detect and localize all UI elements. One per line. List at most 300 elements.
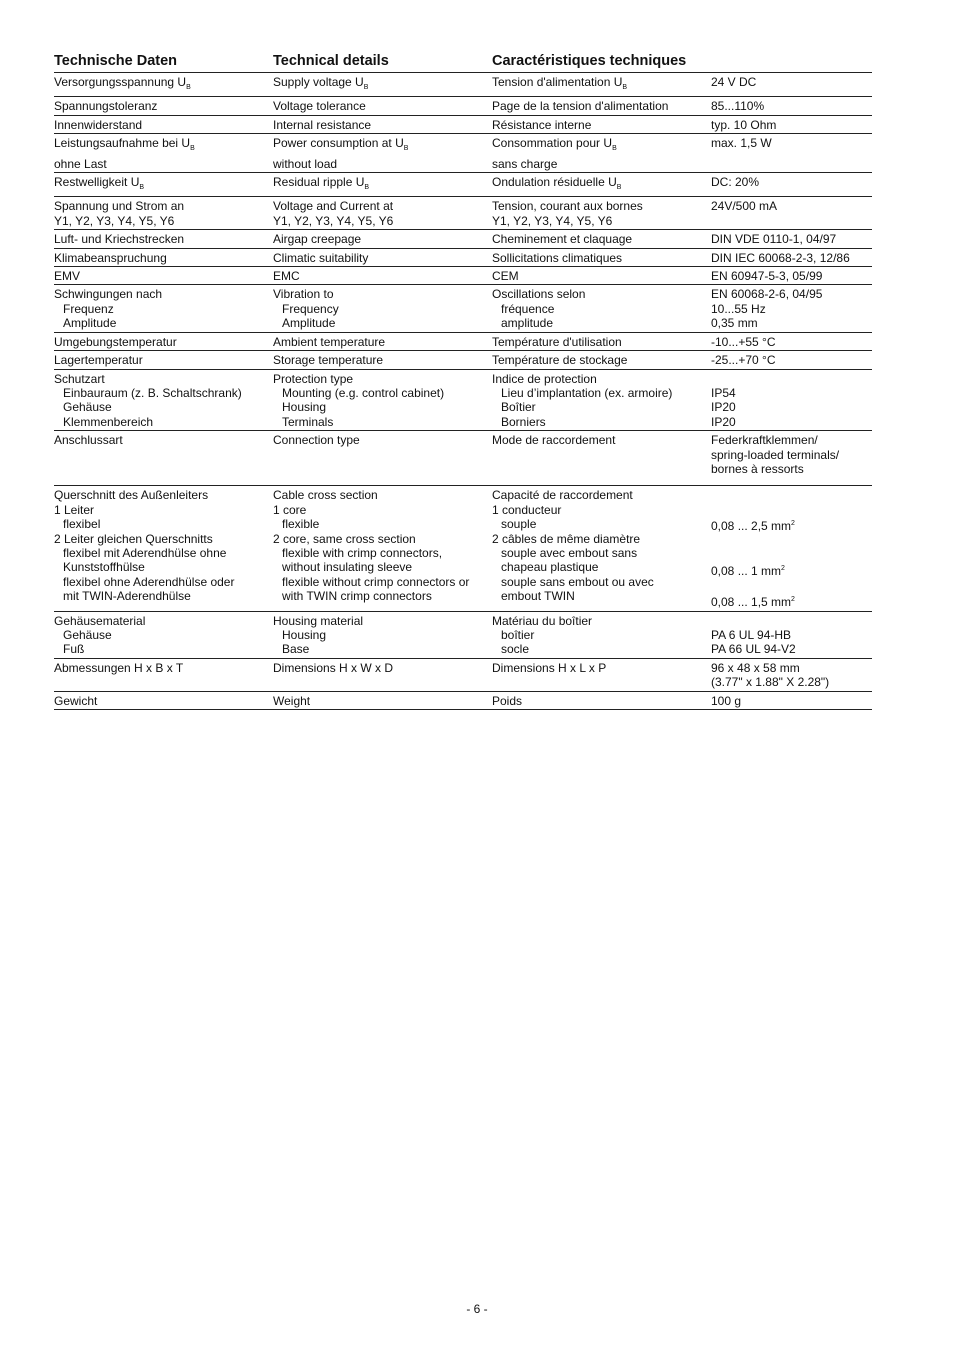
cell-text: Dimensions H x L x P <box>492 660 607 675</box>
english-cell <box>273 136 492 171</box>
cell-text: 10...55 Hz <box>711 301 766 316</box>
cell-line <box>492 316 711 330</box>
cell-line <box>492 560 711 574</box>
cell-text: CEM <box>492 269 519 284</box>
english-cell <box>273 118 492 132</box>
superscript: 2 <box>781 565 785 573</box>
cell-text: Spannungstoleranz <box>54 99 158 114</box>
cell-line <box>492 118 711 132</box>
cell-text: 0,08 ... 1 mm <box>711 564 782 579</box>
cell-text: 24V/500 mA <box>711 199 778 214</box>
cell-text: Weight <box>273 693 311 708</box>
cell-line <box>54 517 273 531</box>
cell-line <box>711 548 872 562</box>
english-cell <box>273 175 492 195</box>
cell-line <box>492 287 711 301</box>
cell-text: Page de la tension d'alimentation <box>492 99 669 114</box>
cell-text: bornes à ressorts <box>711 461 804 476</box>
cell-line <box>54 269 273 283</box>
cell-text: EMV <box>54 269 81 284</box>
cell-text: Anschlussart <box>54 433 123 448</box>
cell-text: Matériau du boîtier <box>492 613 593 628</box>
cell-text: spring-loaded terminals/ <box>711 447 840 462</box>
subscript: B <box>190 145 195 153</box>
cell-line <box>492 400 711 414</box>
cell-text: 24 V DC <box>711 75 757 89</box>
cell-text: EN 60068-2-6, 04/95 <box>711 287 823 302</box>
cell-text: flexibel ohne Aderendhülse oder <box>63 574 235 589</box>
english-cell <box>273 99 492 113</box>
cell-text: Schutzart <box>54 371 105 386</box>
cell-text: Y1, Y2, Y3, Y4, Y5, Y6 <box>273 213 394 228</box>
cell-line <box>54 99 273 113</box>
cell-text: 0,35 mm <box>711 316 758 331</box>
cell-line <box>711 488 872 502</box>
english-cell <box>273 232 492 246</box>
cell-text: souple sans embout ou avec <box>501 574 654 589</box>
cell-text: Abmessungen H x B x T <box>54 660 184 675</box>
cell-line <box>492 546 711 560</box>
value-cell <box>711 694 872 708</box>
cell-line <box>492 175 711 195</box>
cell-line <box>273 269 492 283</box>
cell-text: Gehäuse <box>63 400 112 415</box>
cell-text: 2 core, same cross section <box>273 531 416 546</box>
cell-text: DIN IEC 60068-2-3, 12/86 <box>711 250 850 265</box>
cell-line <box>54 157 273 171</box>
german-cell <box>54 118 273 132</box>
cell-text: Température d'utilisation <box>492 334 622 349</box>
cell-line <box>273 415 492 429</box>
cell-text: Luft- und Kriechstrecken <box>54 232 185 247</box>
cell-line <box>273 199 492 213</box>
cell-line <box>273 157 492 171</box>
cell-text: Federkraftklemmen/ <box>711 433 818 448</box>
cell-line <box>492 353 711 367</box>
page-number: - 6 - <box>466 1302 488 1316</box>
cell-text: Housing material <box>273 613 364 628</box>
cell-text: 1 Leiter <box>54 502 95 517</box>
cell-line <box>711 628 872 642</box>
cell-line <box>54 353 273 367</box>
cell-text: socle <box>501 642 530 657</box>
cell-text: typ. 10 Ohm <box>711 117 777 132</box>
cell-text: Housing <box>282 627 327 642</box>
cell-line <box>273 353 492 367</box>
cell-text: IP20 <box>711 400 736 415</box>
cell-line <box>492 503 711 517</box>
cell-line <box>273 400 492 414</box>
german-cell <box>54 232 273 246</box>
cell-text: boîtier <box>501 627 535 642</box>
table-row <box>54 73 872 97</box>
cell-text: Lagertemperatur <box>54 353 143 368</box>
table-row <box>54 173 872 197</box>
cell-text: souple avec embout sans <box>501 545 638 560</box>
cell-text: Einbauraum (z. B. Schaltschrank) <box>63 385 242 400</box>
cell-line <box>54 118 273 132</box>
value-cell <box>711 75 872 95</box>
cell-line <box>54 386 273 400</box>
cell-line <box>273 575 492 589</box>
german-cell <box>54 661 273 690</box>
cell-text: PA 66 UL 94-V2 <box>711 642 796 657</box>
cell-text: Lieu d’implantation (ex. armoire) <box>501 385 673 400</box>
cell-text: flexibel <box>63 517 101 532</box>
cell-text: fréquence <box>501 301 555 316</box>
cell-text: Querschnitt des Außenleiters <box>54 488 209 503</box>
table-row <box>54 431 872 486</box>
english-cell <box>273 251 492 265</box>
cell-line <box>492 614 711 628</box>
english-cell <box>273 269 492 283</box>
german-cell <box>54 335 273 349</box>
cell-line <box>711 75 872 89</box>
cell-text: Poids <box>492 693 523 708</box>
cell-text: Dimensions H x W x D <box>273 660 394 675</box>
french-cell <box>492 199 711 228</box>
cell-text: Boîtier <box>501 400 536 415</box>
french-cell <box>492 488 711 609</box>
value-cell <box>711 175 872 195</box>
table-row <box>54 692 872 710</box>
cell-line <box>54 316 273 330</box>
cell-text: with TWIN crimp connectors <box>282 589 432 604</box>
cell-text: 1 conducteur <box>492 502 562 517</box>
cell-text: max. 1,5 W <box>711 136 772 151</box>
cell-line <box>54 661 273 675</box>
cell-text: Storage temperature <box>273 353 384 368</box>
cell-line <box>711 287 872 301</box>
table-row <box>54 249 872 267</box>
cell-line <box>54 335 273 349</box>
header-english: Technical details <box>273 53 389 69</box>
cell-text: Gewicht <box>54 693 98 708</box>
cell-text: Base <box>282 642 310 657</box>
cell-line <box>54 614 273 628</box>
cell-line <box>273 642 492 656</box>
cell-line <box>492 386 711 400</box>
cell-text: Indice de protection <box>492 371 597 386</box>
cell-line <box>54 433 273 447</box>
cell-line <box>711 199 872 213</box>
english-cell <box>273 488 492 609</box>
cell-line <box>492 335 711 349</box>
english-cell <box>273 335 492 349</box>
english-cell <box>273 287 492 330</box>
cell-line <box>273 532 492 546</box>
cell-line <box>711 433 872 447</box>
value-cell <box>711 488 872 609</box>
cell-line <box>711 462 872 476</box>
cell-line <box>492 433 711 447</box>
cell-line <box>492 214 711 228</box>
french-cell <box>492 118 711 132</box>
french-cell <box>492 661 711 690</box>
value-cell <box>711 335 872 349</box>
cell-text: 0,08 ... 1,5 mm <box>711 595 792 610</box>
cell-text: 2 câbles de même diamètre <box>492 531 641 546</box>
cell-line <box>273 302 492 316</box>
cell-text: Climatic suitability <box>273 250 369 265</box>
cell-text: Borniers <box>501 414 546 429</box>
cell-text: Amplitude <box>63 316 117 331</box>
cell-text: Internal resistance <box>273 117 372 132</box>
cell-text: DC: 20% <box>711 175 760 190</box>
cell-text: Spannung und Strom an <box>54 199 185 214</box>
cell-text: -10...+55 °C <box>711 334 776 349</box>
cell-text: Y1, Y2, Y3, Y4, Y5, Y6 <box>54 213 175 228</box>
cell-line <box>711 517 872 533</box>
cell-text: Cable cross section <box>273 488 378 503</box>
cell-text: (3.77" x 1.88" X 2.28") <box>711 675 830 690</box>
cell-line <box>492 642 711 656</box>
cell-line <box>54 232 273 246</box>
english-cell <box>273 694 492 708</box>
cell-line <box>711 614 872 628</box>
cell-line <box>273 99 492 113</box>
cell-line <box>492 232 711 246</box>
cell-line <box>711 415 872 429</box>
cell-line <box>273 316 492 330</box>
cell-line <box>273 433 492 447</box>
cell-line <box>492 415 711 429</box>
cell-line <box>711 694 872 708</box>
german-cell <box>54 199 273 228</box>
english-cell <box>273 614 492 657</box>
value-cell <box>711 199 872 228</box>
english-cell <box>273 372 492 430</box>
cell-text: 0,08 ... 2,5 mm <box>711 519 792 534</box>
cell-line <box>54 372 273 386</box>
cell-line <box>273 628 492 642</box>
cell-line <box>54 251 273 265</box>
cell-text: -25...+70 °C <box>711 353 776 368</box>
cell-line <box>711 269 872 283</box>
cell-text: Gehäuse <box>63 627 112 642</box>
cell-line <box>54 503 273 517</box>
table-row <box>54 134 872 173</box>
cell-text: Innenwiderstand <box>54 117 143 132</box>
german-cell <box>54 75 273 95</box>
cell-text: flexible without crimp connectors or <box>282 574 470 589</box>
cell-line <box>54 415 273 429</box>
french-cell <box>492 614 711 657</box>
cell-line <box>273 214 492 228</box>
cell-text: Frequency <box>282 301 339 316</box>
cell-text: 100 g <box>711 693 742 708</box>
cell-line <box>273 546 492 560</box>
superscript: 2 <box>791 596 795 604</box>
german-cell <box>54 251 273 265</box>
cell-line <box>54 589 273 603</box>
cell-text: 96 x 48 x 58 mm <box>711 660 800 675</box>
cell-line <box>492 694 711 708</box>
subscript: B <box>363 84 369 91</box>
cell-text: Ambient temperature <box>273 334 386 349</box>
cell-line <box>273 694 492 708</box>
cell-text: Supply voltage U <box>273 75 364 89</box>
cell-text: flexible with crimp connectors, <box>282 545 443 560</box>
cell-line <box>492 517 711 531</box>
cell-text: Sollicitations climatiques <box>492 250 623 265</box>
table-header <box>54 52 872 73</box>
french-cell <box>492 269 711 283</box>
english-cell <box>273 199 492 228</box>
cell-line <box>711 503 872 517</box>
cell-text: Versorgungsspannung U <box>54 75 187 89</box>
cell-line <box>54 628 273 642</box>
german-cell <box>54 372 273 430</box>
german-cell <box>54 99 273 113</box>
cell-text: DIN VDE 0110-1, 04/97 <box>711 232 837 247</box>
german-cell <box>54 353 273 367</box>
cell-line <box>711 136 872 150</box>
cell-text: mit TWIN-Aderendhülse <box>63 589 191 604</box>
cell-line <box>711 593 872 609</box>
cell-line <box>492 372 711 386</box>
cell-text: Tension, courant aux bornes <box>492 199 643 214</box>
cell-line <box>711 353 872 367</box>
cell-line <box>273 614 492 628</box>
cell-text: Voltage tolerance <box>273 99 366 114</box>
cell-text: souple <box>501 517 537 532</box>
value-cell <box>711 353 872 367</box>
cell-text: Cheminement et claquage <box>492 232 633 247</box>
french-cell <box>492 136 711 171</box>
cell-text: Température de stockage <box>492 353 628 368</box>
cell-text: Voltage and Current at <box>273 199 394 214</box>
german-cell <box>54 269 273 283</box>
cell-line <box>711 675 872 689</box>
cell-text: Mode de raccordement <box>492 433 616 448</box>
table-row <box>54 612 872 659</box>
cell-text: Klemmenbereich <box>63 414 154 429</box>
cell-line <box>492 99 711 113</box>
cell-line <box>711 579 872 593</box>
cell-text: Consommation pour U <box>492 136 613 151</box>
cell-text: Capacité de raccordement <box>492 488 633 503</box>
table-row <box>54 116 872 134</box>
cell-line <box>492 589 711 603</box>
cell-line <box>54 214 273 228</box>
german-cell <box>54 433 273 476</box>
french-cell <box>492 372 711 430</box>
cell-text: without load <box>273 156 338 171</box>
cell-text: amplitude <box>501 316 554 331</box>
value-cell <box>711 232 872 246</box>
table-row <box>54 486 872 611</box>
cell-line <box>54 642 273 656</box>
french-cell <box>492 694 711 708</box>
cell-line <box>54 199 273 213</box>
cell-text: Restwelligkeit U <box>54 175 140 190</box>
cell-line <box>711 251 872 265</box>
french-cell <box>492 251 711 265</box>
french-cell <box>492 335 711 349</box>
german-cell <box>54 287 273 330</box>
cell-text: chapeau plastique <box>501 560 599 575</box>
french-cell <box>492 175 711 195</box>
cell-line <box>54 287 273 301</box>
german-cell <box>54 175 273 195</box>
cell-line <box>273 661 492 675</box>
cell-line <box>54 175 273 195</box>
cell-text: Airgap creepage <box>273 232 362 247</box>
cell-text: Connection type <box>273 433 360 448</box>
german-cell <box>54 136 273 171</box>
cell-line <box>273 287 492 301</box>
cell-line <box>273 589 492 603</box>
cell-text: Mounting (e.g. control cabinet) <box>282 385 445 400</box>
cell-line <box>273 175 492 195</box>
cell-line <box>711 335 872 349</box>
value-cell <box>711 136 872 171</box>
cell-text: Vibration to <box>273 287 334 302</box>
cell-line <box>492 269 711 283</box>
cell-text: Tension d'alimentation U <box>492 75 623 89</box>
cell-text: Terminals <box>282 414 334 429</box>
cell-line <box>492 575 711 589</box>
cell-text: Power consumption at U <box>273 136 404 151</box>
value-cell <box>711 287 872 330</box>
english-cell <box>273 75 492 95</box>
cell-line <box>273 232 492 246</box>
french-cell <box>492 99 711 113</box>
cell-line <box>711 534 872 548</box>
table-row <box>54 230 872 248</box>
cell-line <box>711 175 872 189</box>
cell-text: Housing <box>282 400 327 415</box>
english-cell <box>273 353 492 367</box>
subscript: B <box>616 184 622 192</box>
cell-text: ohne Last <box>54 156 107 171</box>
english-cell <box>273 661 492 690</box>
cell-line <box>711 302 872 316</box>
technical-data-table <box>54 52 872 710</box>
french-cell <box>492 287 711 330</box>
table-row <box>54 197 872 230</box>
subscript: B <box>139 184 145 192</box>
cell-text: 85...110% <box>711 99 765 114</box>
value-cell <box>711 614 872 657</box>
cell-line <box>492 532 711 546</box>
cell-line <box>54 302 273 316</box>
cell-text: Ondulation résiduelle U <box>492 175 617 190</box>
cell-text: EMC <box>273 269 300 284</box>
cell-line <box>492 199 711 213</box>
cell-text: IP54 <box>711 385 736 400</box>
cell-line <box>273 372 492 386</box>
table-row <box>54 333 872 351</box>
cell-line <box>54 560 273 574</box>
cell-text: Kunststoffhülse <box>63 560 145 575</box>
cell-line <box>273 488 492 502</box>
cell-line <box>492 488 711 502</box>
cell-text: IP20 <box>711 414 736 429</box>
cell-line <box>711 400 872 414</box>
cell-line <box>711 99 872 113</box>
english-cell <box>273 433 492 476</box>
value-cell <box>711 251 872 265</box>
table-row <box>54 659 872 692</box>
cell-line <box>711 642 872 656</box>
cell-text: 1 core <box>273 502 307 517</box>
cell-line <box>711 372 872 386</box>
cell-text: Schwingungen nach <box>54 287 163 302</box>
cell-line <box>711 232 872 246</box>
subscript: B <box>186 84 191 91</box>
